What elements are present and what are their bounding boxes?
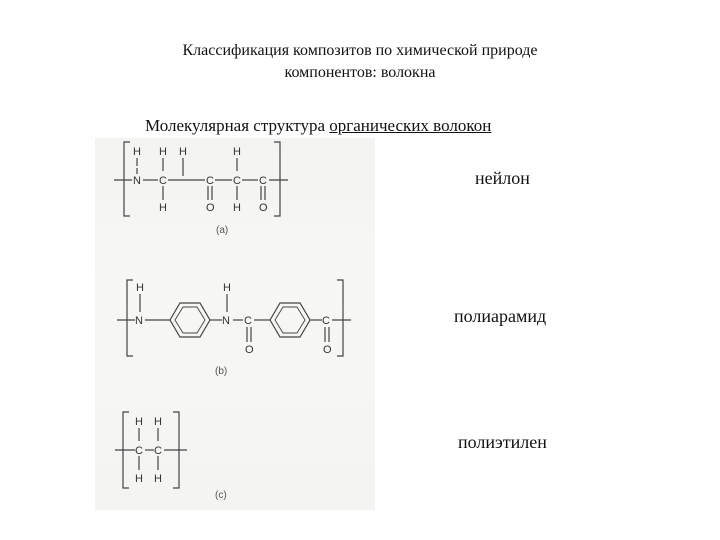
atom-h: H (233, 146, 241, 158)
atom-n: N (222, 315, 230, 327)
bracket-right (274, 142, 280, 216)
bracket-left (124, 142, 130, 216)
title-line-2: компонентов: волокна (284, 64, 436, 81)
atom-h: H (179, 146, 187, 158)
benzene-ring (270, 303, 310, 337)
atom-c: C (159, 175, 167, 187)
atom-o: O (245, 344, 254, 356)
bracket-left (127, 280, 133, 356)
subtitle-prefix: Молекулярная структура (145, 116, 330, 135)
atom-c: C (233, 175, 241, 187)
label-nylon: нейлон (475, 168, 530, 188)
atom-o: O (323, 344, 332, 356)
atom-h: H (133, 146, 141, 158)
caption-b: (b) (215, 366, 228, 377)
polyethylene-structure (115, 408, 275, 503)
title-line-1: Классификация композитов по химической природе (182, 42, 538, 59)
atom-c: C (259, 175, 267, 187)
label-polyaramid: полиарамид (454, 306, 547, 326)
subtitle-underlined: органических волокон (329, 116, 492, 135)
atom-h: H (135, 473, 143, 485)
atom-h: H (136, 282, 144, 294)
atom-c: C (135, 445, 143, 457)
bracket-right (337, 280, 343, 356)
label-polyethylene: полиэтилен (458, 432, 547, 452)
atom-c: C (244, 315, 252, 327)
atom-h: H (135, 416, 143, 428)
atom-c: C (322, 315, 330, 327)
atom-n: N (133, 175, 141, 187)
atom-n: N (135, 315, 143, 327)
slide-title (0, 40, 720, 84)
caption-c: (c) (215, 490, 227, 501)
polyaramid-structure (115, 272, 355, 382)
nylon-structure (110, 138, 310, 238)
atom-h: H (159, 146, 167, 158)
caption-a: (a) (216, 225, 229, 236)
atom-h: H (223, 282, 231, 294)
atom-h: H (154, 473, 162, 485)
atom-c: C (206, 175, 214, 187)
atom-o: O (206, 202, 215, 214)
atom-h: H (159, 202, 167, 214)
benzene-ring (170, 303, 210, 337)
atom-h: H (233, 202, 241, 214)
atom-o: O (259, 202, 268, 214)
atom-h: H (154, 416, 162, 428)
atom-c: C (154, 445, 162, 457)
subtitle (145, 116, 491, 136)
